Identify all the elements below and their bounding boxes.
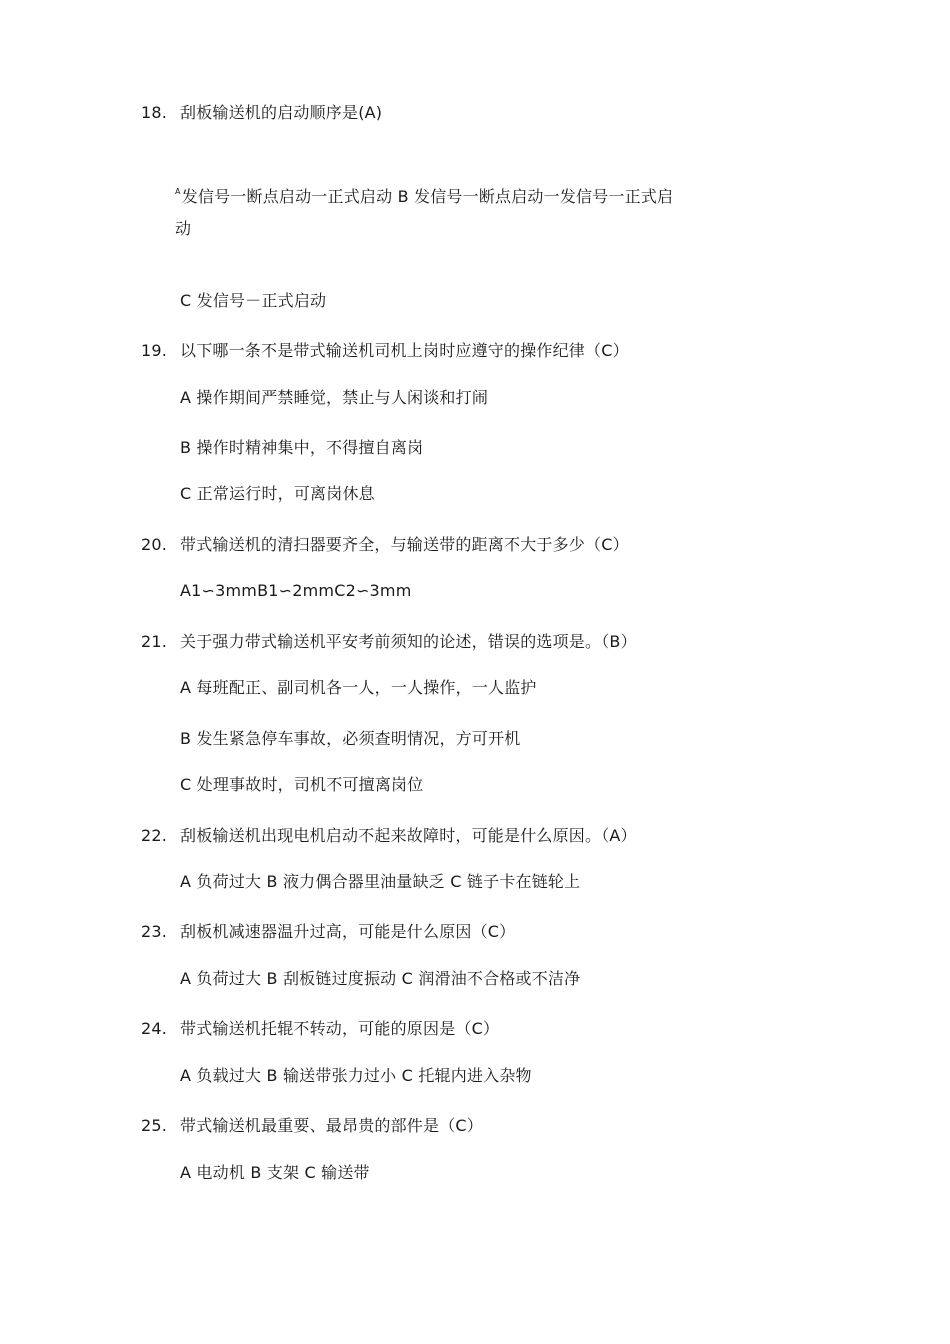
question-19-option-b: B 操作时精神集中，不得擅自离岗 (180, 438, 424, 457)
question-text-20: 带式输送机的清扫器要齐全，与输送带的距离不大于多少（C） (180, 535, 629, 554)
question-20-options: A1∽3mmB1∽2mmC2∽3mm (180, 581, 412, 600)
question-number-21: 21. (141, 632, 168, 651)
question-21-option-c: C 处理事故时，司机不可擅离岗位 (180, 775, 424, 794)
question-18-option-line-1 (175, 181, 673, 208)
option-prefix-a: A (175, 187, 181, 196)
question-25-options: A 电动机 B 支架 C 输送带 (180, 1163, 370, 1182)
question-number-20: 20. (141, 535, 168, 554)
question-number-24: 24. (141, 1019, 168, 1038)
question-22-options: A 负荷过大 B 液力偶合器里油量缺乏 C 链子卡在链轮上 (180, 872, 581, 891)
question-number-22: 22. (141, 826, 168, 845)
question-text-19: 以下哪一条不是带式输送机司机上岗时应遵守的操作纪律（C） (180, 341, 629, 360)
question-text-23: 刮板机减速器温升过高，可能是什么原因（C） (180, 922, 516, 941)
option-text: 发信号一断点启动一正式启动 B 发信号一断点启动一发信号一正式启 (181, 187, 674, 206)
question-24-options: A 负载过大 B 输送带张力过小 C 托辊内进入杂物 (180, 1066, 532, 1085)
question-number-19: 19. (141, 341, 168, 360)
question-number-23: 23. (141, 922, 168, 941)
question-18-option-c: C 发信号－正式启动 (180, 291, 327, 310)
question-text-24: 带式输送机托辊不转动，可能的原因是（C） (180, 1019, 500, 1038)
question-19-option-c: C 正常运行时，可离岗休息 (180, 484, 375, 503)
question-text-25: 带式输送机最重要、最昂贵的部件是（C） (180, 1116, 483, 1135)
question-text-22: 刮板输送机出现电机启动不起来故障时，可能是什么原因。（A） (180, 826, 637, 845)
question-21-option-b: B 发生紧急停车事故，必须查明情况，方可开机 (180, 729, 521, 748)
question-text-18: 刮板输送机的启动顺序是(A) (180, 103, 383, 122)
question-text-21: 关于强力带式输送机平安考前须知的论述，错误的选项是。（B） (180, 632, 637, 651)
question-21-option-a: A 每班配正、副司机各一人，一人操作，一人监护 (180, 678, 537, 697)
question-number-25: 25. (141, 1116, 168, 1135)
question-number-18: 18. (141, 103, 168, 122)
question-18-option-line-2: 动 (175, 219, 192, 238)
question-19-option-a: A 操作期间严禁睡觉，禁止与人闲谈和打闹 (180, 388, 489, 407)
question-23-options: A 负荷过大 B 刮板链过度振动 C 润滑油不合格或不洁净 (180, 969, 581, 988)
